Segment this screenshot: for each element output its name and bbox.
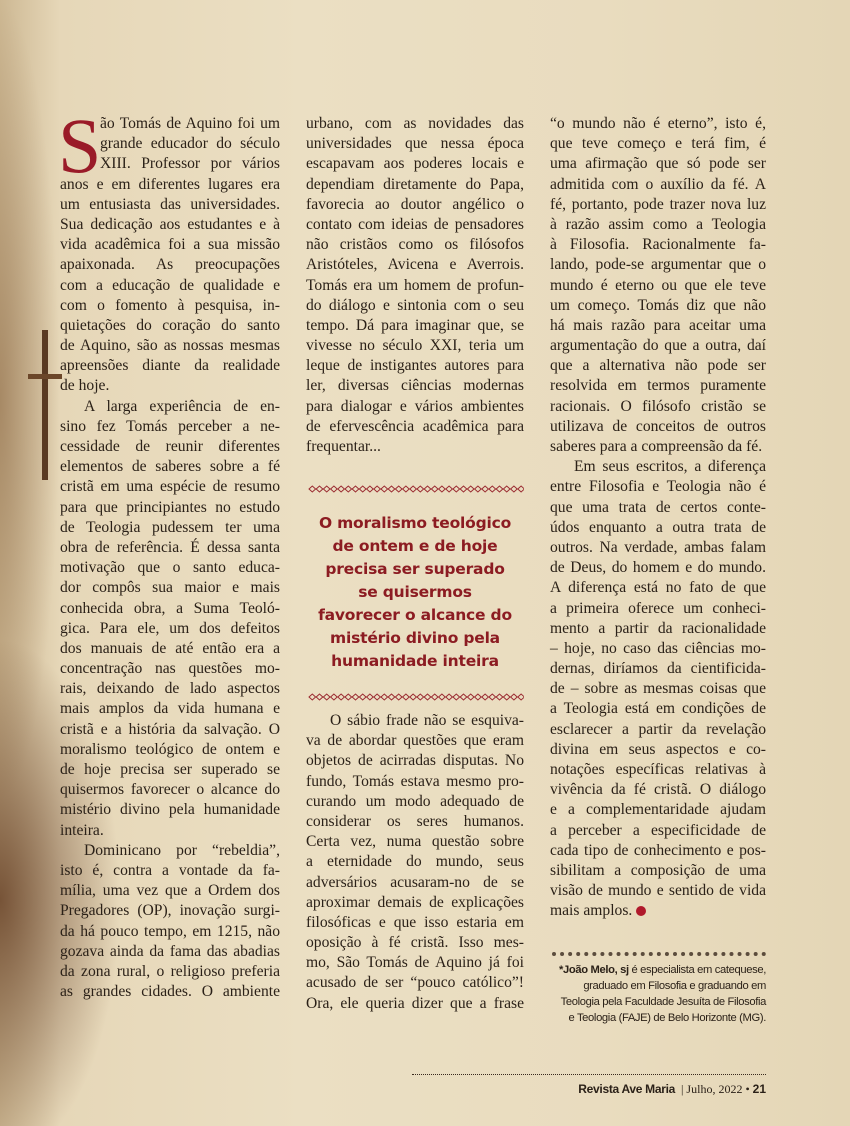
text-line-content: de – sobre as mesmas coisas que — [550, 680, 766, 698]
text-line — [550, 276, 766, 296]
text-line-content: uma afirmação que só pode ser — [550, 155, 766, 173]
text-line — [60, 780, 280, 800]
text-line-content: fé, portanto, pode trazer nova luz — [550, 195, 766, 213]
text-line — [306, 276, 524, 296]
text-line — [550, 901, 766, 921]
text-line-content: Aristóteles, Avicena e Averrois. — [306, 256, 524, 274]
text-line-content: O sábio frade não se esquiva- — [330, 712, 524, 729]
author-name: *João Melo, sj — [559, 964, 629, 976]
article-column-3 — [550, 114, 766, 922]
text-line-content: mais amplos. — [550, 902, 633, 920]
text-line-content: Tomás era um homem de profun- — [306, 276, 524, 294]
text-line — [60, 982, 280, 1002]
text-line — [550, 780, 766, 800]
footnote-line: Teologia pela Faculdade Jesuíta de Filosofia — [560, 996, 766, 1008]
text-line — [550, 114, 766, 134]
text-line — [306, 852, 524, 872]
text-line-content: a perceber a especificidade de — [550, 821, 766, 839]
text-line — [60, 276, 280, 296]
text-line — [60, 457, 280, 477]
text-line — [550, 336, 766, 356]
text-line-content: moralismo teológico de ontem e — [60, 740, 280, 758]
text-line-content: não cristãos como os filósofos — [306, 236, 524, 254]
text-line — [550, 538, 766, 558]
text-line-content: Em seus escritos, a diferença — [574, 458, 766, 476]
text-line-content: leque de instigantes autores para — [306, 357, 524, 375]
text-line — [306, 356, 524, 376]
author-footnote — [552, 952, 766, 1026]
text-line-content: as grandes cidades. O ambiente — [60, 983, 280, 1001]
text-line-content: esclarecer a partir da revelação — [550, 720, 766, 738]
text-line-content: lando, pode-se argumentar que o — [550, 256, 766, 274]
text-line-content: vida acadêmica foi a sua missão — [60, 236, 280, 254]
text-line-content: favorecia ao doutor angélico o — [306, 195, 524, 213]
text-line — [306, 913, 524, 933]
text-line-content: universidades que nessa época — [306, 135, 524, 153]
text-line-content: Sua dedicação aos estudantes e à — [60, 215, 280, 233]
text-line-content: A diferença está no fato de que — [550, 579, 766, 597]
text-line — [60, 336, 280, 356]
text-line-content: e a complementaridade ajudam — [550, 801, 766, 819]
text-line — [550, 518, 766, 538]
text-line-content: frequentar... — [306, 438, 381, 455]
text-line-content: para que principiantes no estudo — [60, 498, 280, 516]
text-line — [60, 235, 280, 255]
text-line-content: “o mundo não é eterno”, isto é, — [550, 115, 766, 132]
text-line — [306, 154, 524, 174]
footer-rule — [412, 1074, 766, 1075]
text-line-content: A larga experiência de en- — [84, 397, 280, 415]
text-line — [60, 316, 280, 336]
footnote-line: é especialista em catequese, — [631, 964, 766, 976]
text-line — [550, 376, 766, 396]
page-number: 21 — [752, 1082, 766, 1096]
text-line-content: va de abordar questões que eram — [306, 732, 524, 750]
page-footer — [578, 1082, 766, 1097]
text-line-content: contato com ideias de pensadores — [306, 215, 524, 233]
text-line-content: mais amplos da vida humana e — [60, 700, 280, 718]
text-line — [550, 437, 766, 457]
text-line-content: dependiam diretamente do Papa, — [306, 175, 524, 193]
text-line-content: Certa vez, numa questão sobre — [306, 833, 524, 851]
text-line-content: tempo. Dá para imaginar que, se — [306, 316, 524, 334]
text-line — [550, 720, 766, 740]
text-line-content: grande educador do século — [100, 135, 280, 153]
text-line — [550, 417, 766, 437]
text-line — [550, 255, 766, 275]
text-line — [60, 841, 280, 861]
text-line — [306, 437, 524, 457]
text-line — [306, 417, 524, 437]
text-line — [550, 679, 766, 699]
text-line-content: considerar os seres humanos. — [306, 812, 524, 830]
text-line — [60, 558, 280, 578]
text-line-content: a primeira oferece um conheci- — [550, 599, 766, 617]
text-line — [60, 296, 280, 316]
text-line-content: fundo, Tomás estava mesmo pro- — [306, 772, 524, 790]
text-line-content: quisermos favorecer o alcance do — [60, 781, 280, 799]
end-mark-icon — [636, 906, 646, 916]
text-line-content: dor compôs sua maior e mais — [60, 579, 280, 597]
text-line — [550, 740, 766, 760]
text-line — [60, 255, 280, 275]
text-line — [306, 772, 524, 792]
text-line — [550, 235, 766, 255]
text-line — [550, 175, 766, 195]
text-line-content: à razão assim como a Teologia — [550, 215, 766, 233]
text-line — [60, 942, 280, 962]
text-line-content: com a educação de qualidade e — [60, 276, 280, 294]
text-line-content: de Aquino, são as nossas mesmas — [60, 337, 280, 355]
text-line-content: resolvida em termos puramente — [550, 377, 766, 395]
text-line — [60, 740, 280, 760]
text-line — [550, 841, 766, 861]
text-line-content: quietações do coração do santo — [60, 316, 280, 334]
text-line — [306, 175, 524, 195]
pull-quote-line: favorecer o alcance do — [318, 606, 512, 624]
text-line-content: escapavam aos poderes locais e — [306, 155, 524, 173]
text-line-content: admitida com o auxílio da fé. A — [550, 175, 766, 193]
text-line — [550, 296, 766, 316]
pull-quote-line: mistério divino pela — [330, 629, 500, 647]
footnote-line: e Teologia (FAJE) de Belo Horizonte (MG). — [568, 1012, 766, 1024]
text-line-content: sibilitam a composição de uma — [550, 861, 766, 879]
text-line-content: mília, uma vez que a Ordem dos — [60, 882, 280, 900]
text-line-content: XIII. Professor por vários — [100, 155, 280, 173]
text-line — [306, 376, 524, 396]
text-line-content: acusado de ser “pouco católico”! — [306, 974, 524, 992]
text-line — [60, 901, 280, 921]
text-line-content: ler, diversas ciências modernas — [306, 377, 524, 395]
article-column-2-top — [306, 114, 524, 457]
text-line-content: mistério divino pela humanidade — [60, 801, 280, 819]
text-line — [550, 477, 766, 497]
footnote-rule — [552, 952, 766, 960]
text-line-content: há mais razão para aceitar uma — [550, 316, 766, 334]
text-line — [306, 751, 524, 771]
text-line-content: adversários acusaram-no de se — [306, 873, 524, 891]
text-line — [60, 397, 280, 417]
text-line-content: de hoje. — [60, 377, 110, 395]
text-line-content: filosóficas e que isso estaria em — [306, 913, 524, 931]
text-line-content: cristã e a história da salvação. O — [60, 720, 280, 738]
text-line — [306, 711, 524, 731]
text-line-content: de efervescência acadêmica para — [306, 417, 524, 435]
text-line-content: utilizava de conceitos de outros — [550, 417, 766, 435]
text-line-content: dos manuais de até então era a — [60, 639, 280, 657]
text-line-content: Dominicano por “rebeldia”, — [84, 841, 280, 859]
text-line — [550, 639, 766, 659]
text-line — [60, 922, 280, 942]
text-line — [550, 578, 766, 598]
text-line — [60, 821, 280, 841]
text-line — [306, 255, 524, 275]
text-line — [550, 699, 766, 719]
text-line — [550, 316, 766, 336]
pull-quote — [306, 484, 524, 702]
text-line — [306, 893, 524, 913]
text-line — [306, 134, 524, 154]
text-line — [306, 973, 524, 993]
text-line — [306, 195, 524, 215]
text-line — [60, 578, 280, 598]
text-line-content: visão de mundo e sentido de vida — [550, 882, 766, 900]
text-line — [550, 800, 766, 820]
text-line-content: argumentação do que a outra, daí — [550, 337, 766, 355]
drop-cap: S — [58, 102, 102, 189]
text-line-content: mo, São Tomás de Aquino já foi — [306, 954, 524, 972]
magazine-name: Revista Ave Maria — [578, 1082, 676, 1096]
text-line — [306, 336, 524, 356]
text-line-content: ão Tomás de Aquino foi um — [100, 115, 280, 132]
footnote-line: graduado em Filosofia e graduando em — [583, 980, 766, 992]
text-line — [550, 881, 766, 901]
text-line — [60, 679, 280, 699]
text-line-content: Pregadores (OP), inovação surgi- — [60, 902, 280, 920]
text-line-content: objetos de acirradas disputas. No — [306, 752, 524, 770]
text-line-content: da zona rural, o religioso preferia — [60, 962, 280, 980]
text-line-content: um entusiasta das universidades. — [60, 195, 280, 213]
text-line — [60, 477, 280, 497]
text-line-content: – hoje, no caso das ciências mo- — [550, 639, 766, 657]
text-line-content: concentração nas questões mo- — [60, 660, 280, 678]
text-line — [550, 498, 766, 518]
pull-quote-line: de ontem e de hoje — [332, 537, 498, 555]
text-line-content: cristã em uma espécie de resumo — [60, 478, 280, 496]
pull-quote-line: se quisermos — [358, 583, 472, 601]
issue-date: | Julho, 2022 — [681, 1082, 743, 1096]
footer-separator: • — [745, 1082, 750, 1096]
text-line — [306, 933, 524, 953]
text-line-content: que uma trata de certos conte- — [550, 498, 766, 516]
text-line-content: com o fomento à pesquisa, in- — [60, 296, 280, 314]
pull-quote-line: precisa ser superado — [325, 560, 505, 578]
text-line — [60, 639, 280, 659]
text-line — [306, 873, 524, 893]
text-line-content: da há pouco tempo, em 1215, não — [60, 922, 280, 940]
text-line — [60, 195, 280, 215]
text-line — [306, 731, 524, 751]
text-line-content: que a alternativa não pode ser — [550, 357, 766, 375]
text-line-content: vivência da fé cristã. O diálogo — [550, 781, 766, 799]
text-line — [550, 659, 766, 679]
text-line — [60, 599, 280, 619]
text-line — [60, 962, 280, 982]
text-line — [306, 792, 524, 812]
text-line-content: aproximar demais de explicações — [306, 893, 524, 911]
text-line — [306, 114, 524, 134]
text-line-content: údos enquanto a outra trata de — [550, 518, 766, 536]
text-line — [550, 760, 766, 780]
text-line-content: saberes para a compreensão da fé. — [550, 438, 763, 455]
text-line — [550, 356, 766, 376]
text-line-content: à Filosofia. Racionalmente fa- — [550, 236, 766, 254]
text-line-content: sino fez Tomás perceber a ne- — [60, 417, 280, 435]
text-line-content: apreensões diante da realidade — [60, 357, 280, 375]
text-line-content: do diálogo e sintonia com o seu — [306, 296, 524, 314]
text-line-content: apaixonada. As preocupações — [60, 256, 280, 274]
text-line-content: motivação que o santo educa- — [60, 559, 280, 577]
text-line — [60, 720, 280, 740]
text-line — [306, 296, 524, 316]
text-line — [60, 538, 280, 558]
text-line-content: de Teologia pudessem ter uma — [60, 518, 280, 536]
article-column-1 — [58, 102, 280, 1002]
text-line — [60, 356, 280, 376]
text-line — [60, 861, 280, 881]
text-line-content: obra de referência. É dessa santa — [60, 538, 280, 556]
text-line — [550, 599, 766, 619]
text-line — [60, 518, 280, 538]
text-line — [306, 215, 524, 235]
text-line-content: gica. Para ele, um dos defeitos — [60, 619, 280, 637]
pull-quote-line: humanidade inteira — [331, 652, 499, 670]
text-line-content: racionais. O filósofo cristão se — [550, 397, 766, 415]
text-line-content: anos e em diferentes lugares era — [60, 175, 280, 193]
text-line — [60, 800, 280, 820]
text-line-content: inteira. — [60, 821, 104, 839]
text-line — [60, 498, 280, 518]
text-line-content: conhecida obra, a Suma Teoló- — [60, 599, 280, 617]
text-line-content: cessidade de reunir diferentes — [60, 438, 280, 455]
text-line — [550, 558, 766, 578]
text-line — [550, 195, 766, 215]
text-line — [306, 397, 524, 417]
text-line — [550, 821, 766, 841]
text-line — [306, 812, 524, 832]
text-line — [550, 397, 766, 417]
text-line — [60, 215, 280, 235]
text-line — [60, 699, 280, 719]
text-line — [306, 832, 524, 852]
text-line-content: de Deus, do homem e do mundo. — [550, 559, 766, 577]
text-line — [306, 953, 524, 973]
text-line-content: mento a partir da racionalidade — [550, 619, 766, 637]
text-line — [550, 619, 766, 639]
pull-quote-line: O moralismo teológico — [318, 514, 512, 532]
text-line — [60, 417, 280, 437]
text-line-content: a eternidade do mundo, seus — [306, 853, 524, 871]
text-line-content: outros. Na verdade, ambas falam — [550, 538, 766, 556]
text-line — [306, 316, 524, 336]
diamond-border-top — [306, 484, 524, 494]
pull-quote-text — [306, 494, 524, 692]
text-line-content: a Teologia está em condições de — [550, 700, 766, 718]
text-line — [60, 619, 280, 639]
text-line — [306, 235, 524, 255]
text-line-content: de hoje precisa ser superado se — [60, 761, 280, 778]
text-line — [306, 994, 524, 1014]
text-line — [60, 376, 280, 396]
text-line-content: que teve começo e terá fim, é — [550, 135, 766, 153]
text-line-content: para dialogar e vários ambientes — [306, 397, 524, 415]
text-line — [60, 760, 280, 780]
text-line — [550, 457, 766, 477]
text-line-content: mundo é eterno ou que ele teve — [550, 276, 766, 294]
text-line-content: um começo. Tomás diz que não — [550, 296, 766, 314]
text-line-content: divina em seus aspectos e co- — [550, 740, 766, 758]
text-line-content: elementos de saberes sobre a fé — [60, 458, 280, 476]
text-line — [60, 437, 280, 457]
text-line-content: oposição à fé cristã. Isso mes- — [306, 934, 524, 952]
text-line — [550, 215, 766, 235]
text-line — [550, 154, 766, 174]
text-line-content: dernas, diríamos da cientificida- — [550, 660, 766, 678]
text-line-content: gozava ainda da fama das abadias — [60, 942, 280, 960]
text-line-content: vivesse no século XXI, teria um — [306, 337, 524, 355]
article-column-2-bottom — [306, 711, 524, 1014]
text-line-content: notações específicas relativas à — [550, 761, 766, 778]
text-line — [550, 134, 766, 154]
text-line — [550, 861, 766, 881]
text-line — [60, 881, 280, 901]
text-line-content: urbano, com as novidades das — [306, 115, 524, 132]
text-line-content: isto é, contra a vontade da fa- — [60, 861, 280, 879]
diamond-border-bottom — [306, 692, 524, 702]
text-line-content: curando um modo adequado de — [306, 792, 524, 810]
text-line-content: entre Filosofia e Teologia não é — [550, 478, 766, 496]
text-line-content: cada tipo de conhecimento e pos- — [550, 841, 766, 859]
text-line — [60, 659, 280, 679]
text-line-content: rais, deixando de lado aspectos — [60, 680, 280, 698]
text-line-content: Ora, ele queria dizer que a frase — [306, 994, 524, 1012]
